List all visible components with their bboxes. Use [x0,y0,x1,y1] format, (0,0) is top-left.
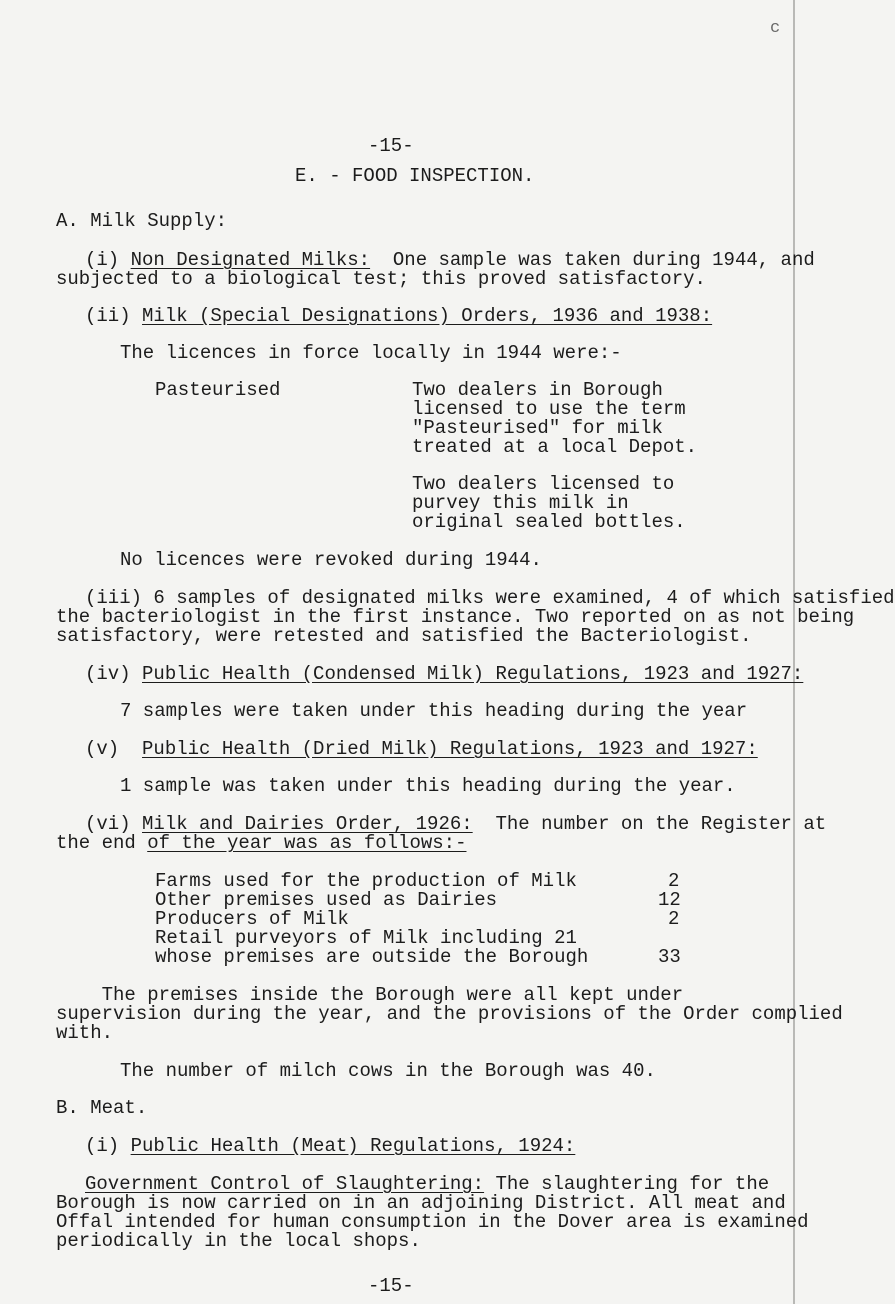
page-edge-shadow [793,0,795,1304]
meat-control-title: Government Control of Slaughtering: [85,1173,485,1195]
item-vi-line2 [56,834,466,853]
page-number-bottom: -15- [368,1275,414,1297]
pasteurised-desc-2: licensed to use the term [412,398,686,420]
meat-line-4: periodically in the local shops. [56,1230,421,1252]
register-label-4: Retail purveyors of Milk including 21 [155,927,577,949]
pasteurised-desc-3: "Pasteurised" for milk [412,417,663,439]
item-i-line1-rest: One sample was taken during 1944, and [392,249,815,271]
item-vi-line1-rest: The number on the Register at [495,813,827,835]
register-label-1: Farms used for the production of Milk [155,870,577,892]
item-ii-line1 [85,307,712,326]
pasteurised-term: Pasteurised [155,379,281,401]
supervision-line2: supervision during the year, and the provisions of the Order complied [56,1003,843,1025]
corner-mark: c [770,19,781,38]
pasteurised-desc2-1: Two dealers licensed to [412,473,675,495]
item-vi-label: (vi) [85,813,131,835]
item-iv-label: (iv) [85,663,131,685]
item-v-text: 1 sample was taken under this heading during the year. [120,775,736,797]
meat-i-line [85,1137,575,1156]
item-vi-title: Milk and Dairies Order, 1926: [142,813,473,835]
item-i-title: Non Designated Milks: [130,249,371,271]
item-iii-line3: satisfactory, were retested and satisfied the Bacteriologist. [56,625,752,647]
pasteurised-desc-4: treated at a local Depot. [412,436,698,458]
item-iv-line1 [85,665,803,684]
item-ii-label: (ii) [85,305,131,327]
register-label-5: whose premises are outside the Borough [155,946,589,968]
item-ii-title: Milk (Special Designations) Orders, 1936 and 1938: [142,305,713,327]
meat-line-2: Borough is now carried on in an adjoining District. All meat and [56,1192,786,1214]
pasteurised-desc-1: Two dealers in Borough [412,379,663,401]
item-v-title: Public Health (Dried Milk) Regulations, 1923 and 1927: [142,738,758,760]
page-number-top: -15- [368,135,414,157]
item-iii-line1: (iii) 6 samples of designated milks were examined, 4 of which satisfied [85,587,895,609]
item-i-line2: subjected to a biological test; this proved satisfactory. [56,268,706,290]
register-label-2: Other premises used as Dairies [155,889,498,911]
milch-cows: The number of milch cows in the Borough was 40. [120,1060,656,1082]
item-v-line1 [85,740,758,759]
section-heading: E. - FOOD INSPECTION. [295,165,535,187]
item-iv-text: 7 samples were taken under this heading during the year [120,700,748,722]
item-iii-line2: the bacteriologist in the first instance. Two reported on as not being [56,606,855,628]
item-vi-line2-lead: the end [56,832,148,854]
supervision-line1: The premises inside the Borough were all kept under [56,984,684,1006]
meat-line-3: Offal intended for human consumption in the Dover area is examined [56,1211,809,1233]
milk-supply-heading: A. Milk Supply: [56,210,228,232]
register-label-3: Producers of Milk [155,908,349,930]
supervision-line3: with. [56,1022,114,1044]
register-count-1: 2 [668,870,680,892]
register-count-5: 33 [658,946,681,968]
pasteurised-desc2-3: original sealed bottles. [412,511,686,533]
meat-control-rest: The slaughtering for the [495,1173,770,1195]
pasteurised-desc2-2: purvey this milk in [412,492,629,514]
item-ii-intro: The licences in force locally in 1944 were:- [120,342,622,364]
register-count-2: 12 [658,889,681,911]
meat-heading: B. Meat. [56,1097,148,1119]
register-count-3: 2 [668,908,680,930]
meat-i-title: Public Health (Meat) Regulations, 1924: [130,1135,576,1157]
meat-i-label: (i) [85,1135,120,1157]
item-vi-line2-underlined: of the year was as follows:- [147,832,467,854]
item-i-label: (i) [85,249,120,271]
item-ii-revoked: No licences were revoked during 1944. [120,549,542,571]
item-iv-title: Public Health (Condensed Milk) Regulations, 1923 and 1927: [142,663,804,685]
item-v-label: (v) [85,738,120,760]
